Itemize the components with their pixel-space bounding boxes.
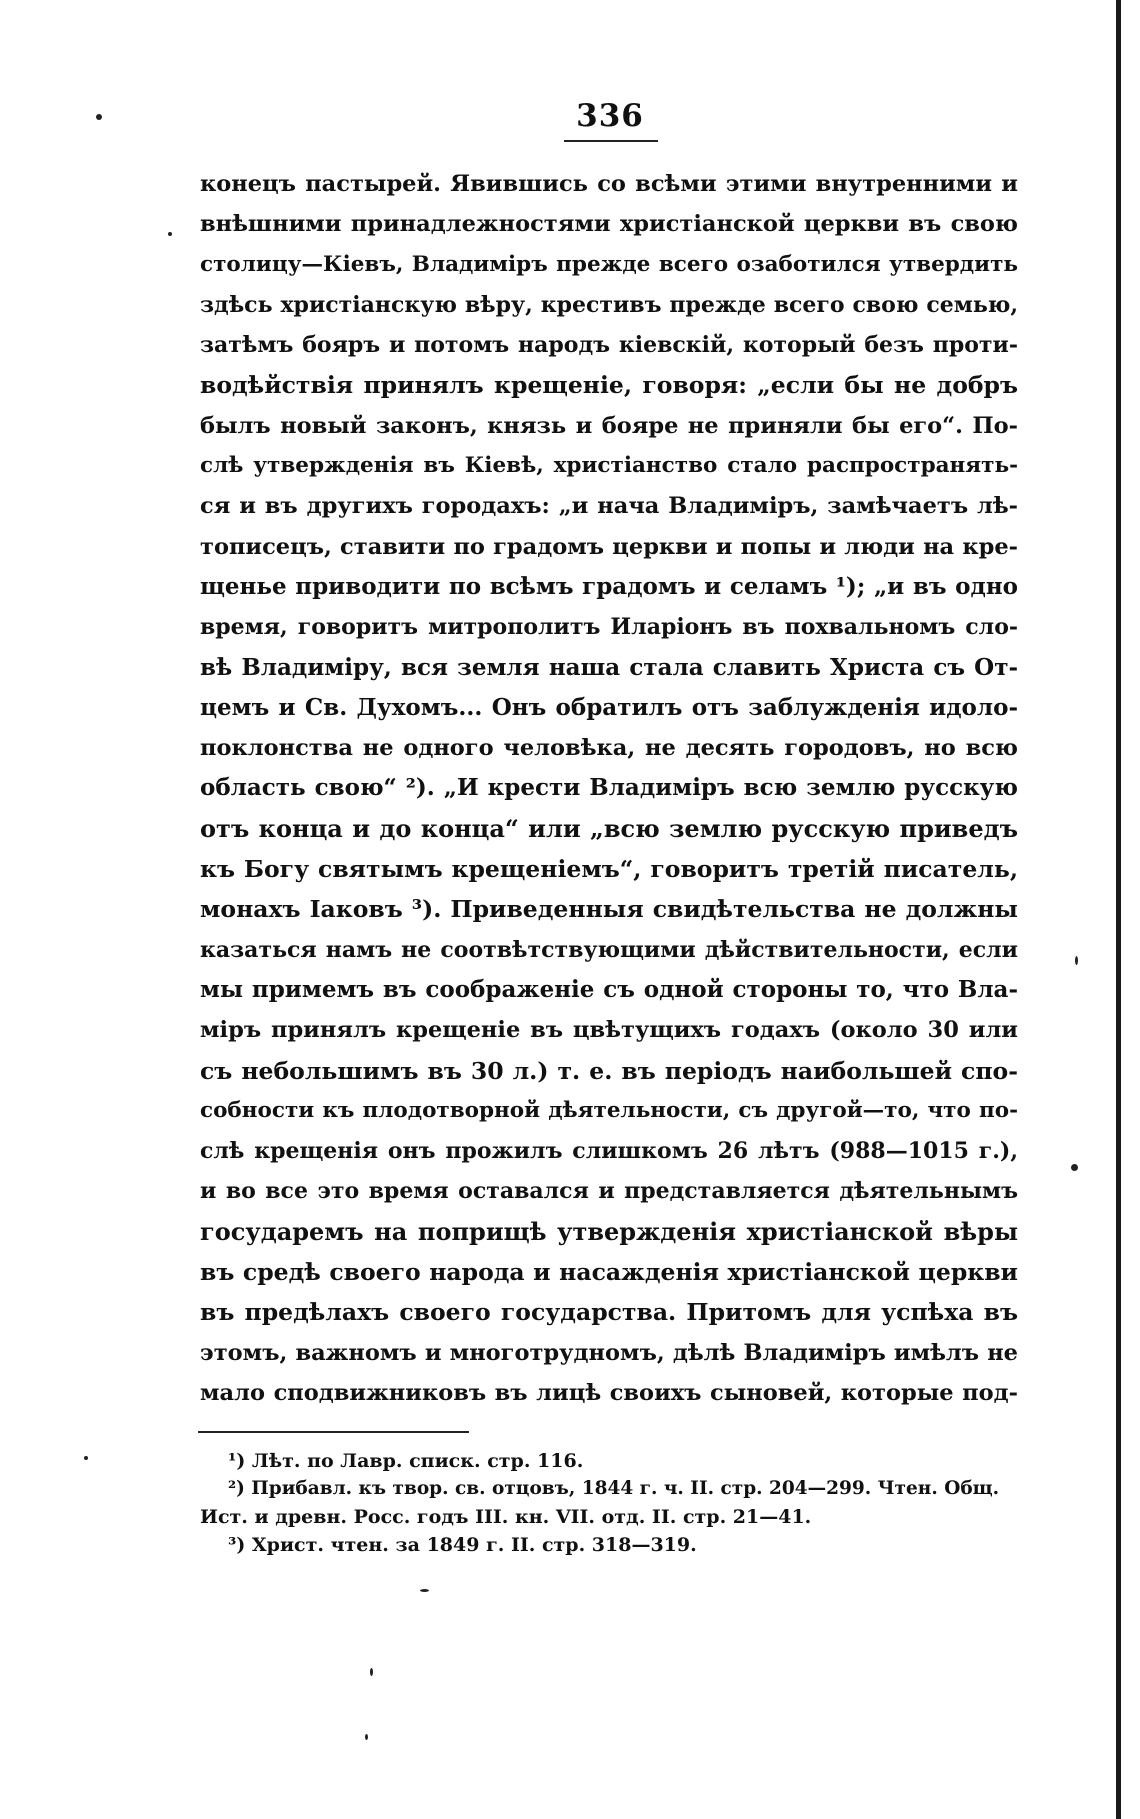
text-line: слѣ крещенія онъ прожилъ слишкомъ 26 лѣтъ (988—1015 г.), xyxy=(200,1138,1018,1165)
text-line: столицу—Кіевъ, Владиміръ прежде всего озаботился утвердить xyxy=(200,251,1018,277)
text-line: внѣшними принадлежностями христіанской церкви въ свою xyxy=(200,211,1018,238)
footnote-3: ³) Христ. чтен. за 1849 г. II. стр. 318—319. xyxy=(228,1534,697,1556)
scan-speck xyxy=(370,1668,373,1676)
text-line: цемъ и Св. Духомъ... Онъ обратилъ отъ заблужденія идоло- xyxy=(200,693,1018,721)
text-line: былъ новый законъ, князь и бояре не приняли бы его“. По- xyxy=(200,412,1018,439)
text-line: къ Богу святымъ крещеніемъ“, говоритъ третій писатель, xyxy=(200,855,1018,884)
footnote-1: ¹) Лѣт. по Лавр. списк. стр. 116. xyxy=(228,1450,584,1472)
text-line: мало сподвижниковъ въ лицѣ своихъ сыновей, которые под- xyxy=(200,1379,1018,1406)
footnote-2: ²) Прибавл. къ твор. св. отцовъ, 1844 г. ч. II. стр. 204—299. Чтен. Общ. xyxy=(228,1478,1000,1499)
footnotes xyxy=(200,1447,1018,1559)
text-line: затѣмъ бояръ и потомъ народъ кіевскій, который безъ проти- xyxy=(200,332,1018,359)
header-rule xyxy=(564,140,658,142)
scan-speck xyxy=(1071,1164,1078,1171)
text-line: собности къ плодотворной дѣятельности, съ другой—то, что по- xyxy=(200,1097,1018,1123)
scan-speck xyxy=(96,114,102,120)
scan-speck xyxy=(1075,956,1078,965)
text-line: слѣ утвержденія въ Кіевѣ, христіанство стало распространять- xyxy=(200,453,1018,479)
text-line: ся и въ другихъ городахъ: „и нача Владиміръ, замѣчаетъ лѣ- xyxy=(200,493,1018,520)
text-line: вѣ Владиміру, вся земля наша стала славить Христа съ От- xyxy=(200,653,1018,681)
text-line: монахъ Іаковъ ³). Приведенныя свидѣтельства не должны xyxy=(200,895,1018,924)
scan-speck xyxy=(365,1734,368,1740)
text-line: государемъ на поприщѣ утвержденія христіанской вѣры xyxy=(200,1216,1018,1246)
scan-speck xyxy=(168,232,172,236)
scan-speck xyxy=(420,1589,429,1592)
footnote-2-continuation: Ист. и древн. Росс. годъ III. кн. VII. отд. II. стр. 21—41. xyxy=(200,1506,812,1528)
text-line: съ небольшимъ въ 30 л.) т. е. въ періодъ наибольшей спо- xyxy=(200,1056,1018,1085)
text-line: отъ конца и до конца“ или „всю землю русскую приведъ xyxy=(200,813,1018,843)
text-line: въ средѣ своего народа и насажденія христіанской церкви xyxy=(200,1258,1018,1287)
text-line: казаться намъ не соотвѣтствующими дѣйствительности, если xyxy=(200,936,1018,963)
text-line: конецъ пастырей. Явившись со всѣми этими внутренними и xyxy=(200,171,1018,197)
text-line: и во все это время оставался и представляется дѣятельнымъ xyxy=(200,1178,1018,1205)
text-line: водѣйствія принялъ крещеніе, говоря: „если бы не добръ xyxy=(200,371,1018,400)
text-line: въ предѣлахъ своего государства. Притомъ для успѣха въ xyxy=(200,1298,1018,1327)
text-line: міръ принялъ крещеніе въ цвѣтущихъ годахъ (около 30 или xyxy=(200,1017,1018,1044)
footnote-rule xyxy=(198,1431,469,1433)
page-edge-shadow xyxy=(1116,0,1121,1819)
text-line: мы примемъ въ соображеніе съ одной стороны то, что Вла- xyxy=(200,975,1018,1003)
text-line: щенье приводити по всѣмъ градомъ и селамъ ¹); „и въ одно xyxy=(200,572,1018,600)
text-line: этомъ, важномъ и многотрудномъ, дѣлѣ Владиміръ имѣлъ не xyxy=(200,1339,1018,1366)
text-line: поклонства не одного человѣка, не десять городовъ, но всю xyxy=(200,735,1018,762)
text-line: тописецъ, ставити по градомъ церкви и попы и люди на кре- xyxy=(200,533,1018,560)
text-line: область свою“ ²). „И крести Владиміръ всю землю русскую xyxy=(200,774,1018,802)
scan-speck xyxy=(84,1456,88,1460)
body-text xyxy=(200,164,1018,1413)
text-line: здѣсь христіанскую вѣру, крестивъ прежде всего свою семью, xyxy=(200,291,1018,318)
page-number: 336 xyxy=(576,98,644,134)
text-line: время, говоритъ митрополитъ Иларіонъ въ похвальномъ сло- xyxy=(200,614,1018,641)
